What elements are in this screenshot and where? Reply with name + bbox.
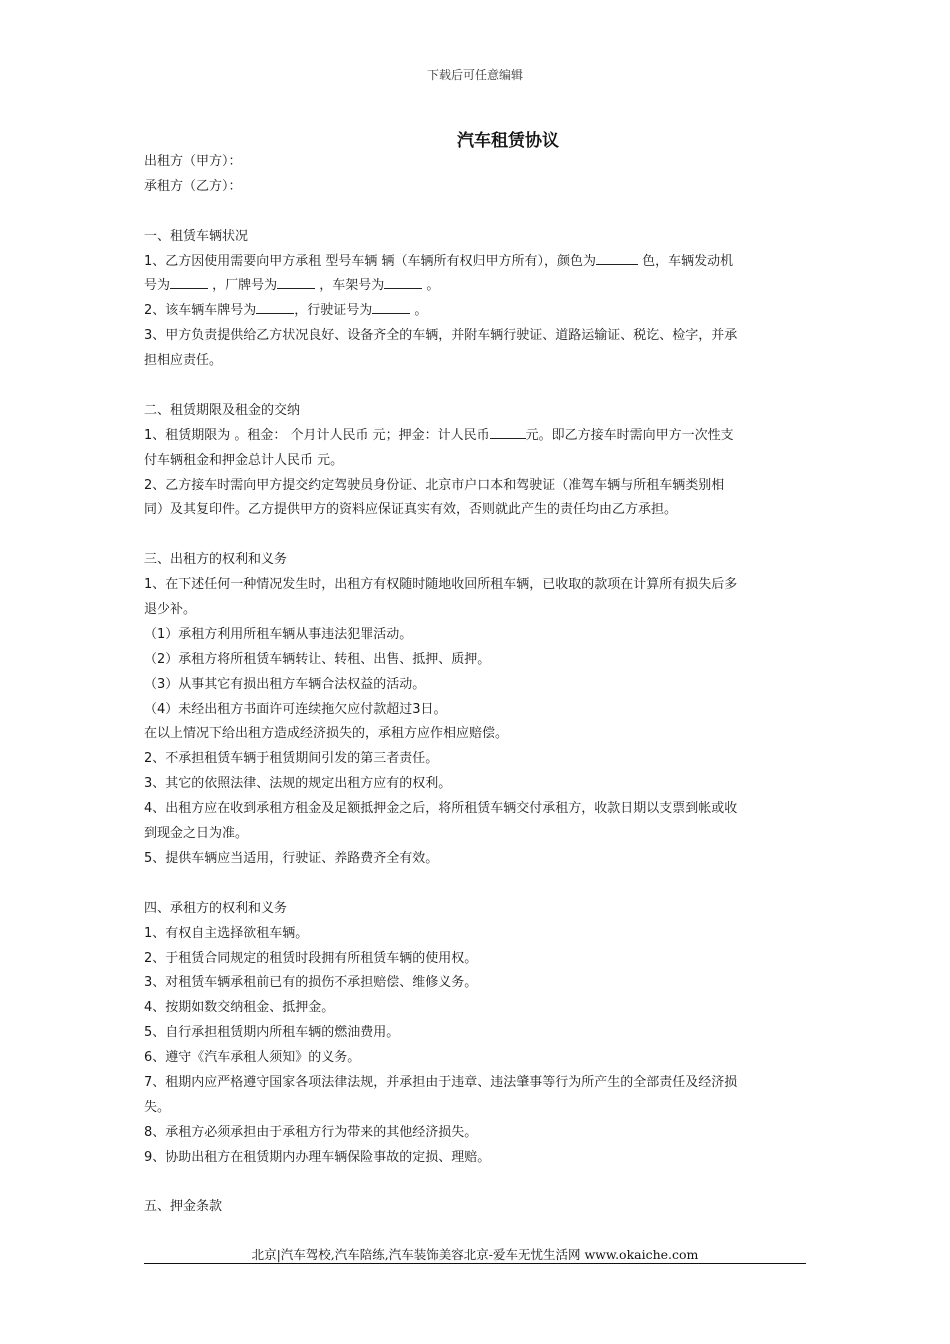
lessee-line: 承租方（乙方）：	[144, 178, 242, 194]
section3-line: （3）从事其它有损出租方车辆合法权益的活动。	[144, 676, 426, 692]
text: 。	[422, 278, 440, 294]
footer-text: 北京|汽车驾校,汽车陪练,汽车装饰美容北京-爱车无忧生活网 www.okaiche.com	[251, 1247, 699, 1262]
text: 号为	[144, 278, 171, 294]
section3-line: 2、不承担租赁车辆于租赁期间引发的第三者责任。	[144, 751, 439, 767]
section3-line: （2）承租方将所租赁车辆转让、转租、出售、抵押、质押。	[144, 651, 491, 667]
section3-line: 在以上情况下给出租方造成经济损失的，承租方应作相应赔偿。	[144, 726, 509, 742]
document-title: 汽车租赁协议	[457, 131, 559, 151]
section1-item3-line1: 3、甲方负责提供给乙方状况良好、设备齐全的车辆，并附车辆行驶证、道路运输证、税讫、检字，并承	[144, 328, 738, 344]
section1-item1-line2	[144, 274, 808, 299]
section4-line: 1、有权自主选择欲租车辆。	[144, 925, 309, 941]
section4-line: 2、于租赁合同规定的租赁时段拥有所租赁车辆的使用权。	[144, 950, 478, 966]
header-note: 下载后可任意编辑	[426, 68, 523, 82]
section3-line: 5、提供车辆应当适用，行驶证、养路费齐全有效。	[144, 850, 439, 866]
section4-line: 4、按期如数交纳租金、抵押金。	[144, 1000, 335, 1016]
blank-field-vin	[384, 274, 422, 289]
section4-line: 6、遵守《汽车承租人须知》的义务。	[144, 1050, 361, 1066]
text: 1、乙方因使用需要向甲方承租 型号车辆 辆（车辆所有权归甲方所有），颜色为	[144, 253, 597, 269]
section2-item2-line2: 同）及其复印件。乙方提供甲方的资料应保证真实有效，否则就此产生的责任均由乙方承担。	[144, 502, 678, 518]
text: 色，车辆发动机	[638, 253, 734, 269]
spacer	[144, 374, 808, 399]
section2-item2-line1: 2、乙方接车时需向甲方提交约定驾驶员身份证、北京市户口本和驾驶证（准驾车辆与所租车辆类别相	[144, 477, 725, 493]
text: 2、该车辆车牌号为	[144, 303, 257, 319]
spacer	[144, 200, 808, 225]
section4-line: 3、对租赁车辆承租前已有的损伤不承担赔偿、维修义务。	[144, 975, 478, 991]
text: 1、租赁期限为 。租金： 个月计人民币 元；押金：计人民币	[144, 427, 490, 443]
section5-heading: 五、押金条款	[144, 1199, 223, 1215]
section2-heading: 二、租赁期限及租金的交纳	[144, 402, 301, 418]
document-body	[144, 150, 808, 1220]
spacer	[144, 872, 808, 897]
section3-line: 到现金之日为准。	[144, 826, 249, 842]
section4-line: 5、自行承担租赁期内所租车辆的燃油费用。	[144, 1025, 400, 1041]
spacer	[144, 1171, 808, 1196]
section3-line: （4）未经出租方书面许可连续拖欠应付款超过3日。	[144, 701, 447, 717]
section4-heading: 四、承租方的权利和义务	[144, 900, 288, 916]
blank-field-engine	[170, 274, 208, 289]
section1-item2	[144, 299, 808, 324]
text: ，车架号为	[315, 278, 385, 294]
section3-line: 1、在下述任何一种情况发生时，出租方有权随时随地收回所租车辆，已收取的款项在计算所有损失后多	[144, 577, 738, 593]
section4-line: 7、租期内应严格遵守国家各项法律法规，并承担由于违章、违法肇事等行为所产生的全部责任及经济损	[144, 1074, 738, 1090]
text: 。	[410, 303, 428, 319]
section3-heading: 三、出租方的权利和义务	[144, 552, 288, 568]
blank-field-plate	[256, 299, 294, 314]
section3-line: 退少补。	[144, 602, 197, 618]
section1-item1-line1	[144, 250, 808, 275]
section4-line: 失。	[144, 1099, 171, 1115]
lessor-line: 出租方（甲方）：	[144, 154, 242, 169]
text: 元。即乙方接车时需向甲方一次性支	[525, 427, 734, 443]
section1-item3-line2: 担相应责任。	[144, 353, 223, 369]
section4-line: 9、协助出租方在租赁期内办理车辆保险事故的定损、理赔。	[144, 1149, 491, 1165]
section4-line: 8、承租方必须承担由于承租方行为带来的其他经济损失。	[144, 1124, 478, 1140]
section1-heading: 一、租赁车辆状况	[144, 228, 249, 244]
text: ，厂牌号为	[208, 278, 278, 294]
footer-rule	[144, 1263, 806, 1264]
blank-field-brand	[277, 274, 315, 289]
text: ，行驶证号为	[294, 303, 373, 319]
blank-field-color	[596, 250, 638, 265]
section2-item1-line2: 付车辆租金和押金总计人民币 元。	[144, 452, 344, 468]
blank-field-deposit	[490, 424, 526, 439]
section3-line: （1）承租方利用所租车辆从事违法犯罪活动。	[144, 626, 413, 642]
spacer	[144, 523, 808, 548]
section2-item1-line1	[144, 424, 808, 449]
section3-line: 3、其它的依照法律、法规的规定出租方应有的权利。	[144, 776, 452, 792]
section3-line: 4、出租方应在收到承租方租金及足额抵押金之后，将所租赁车辆交付承租方，收款日期以支票到帐或收	[144, 801, 738, 817]
blank-field-license	[372, 299, 410, 314]
